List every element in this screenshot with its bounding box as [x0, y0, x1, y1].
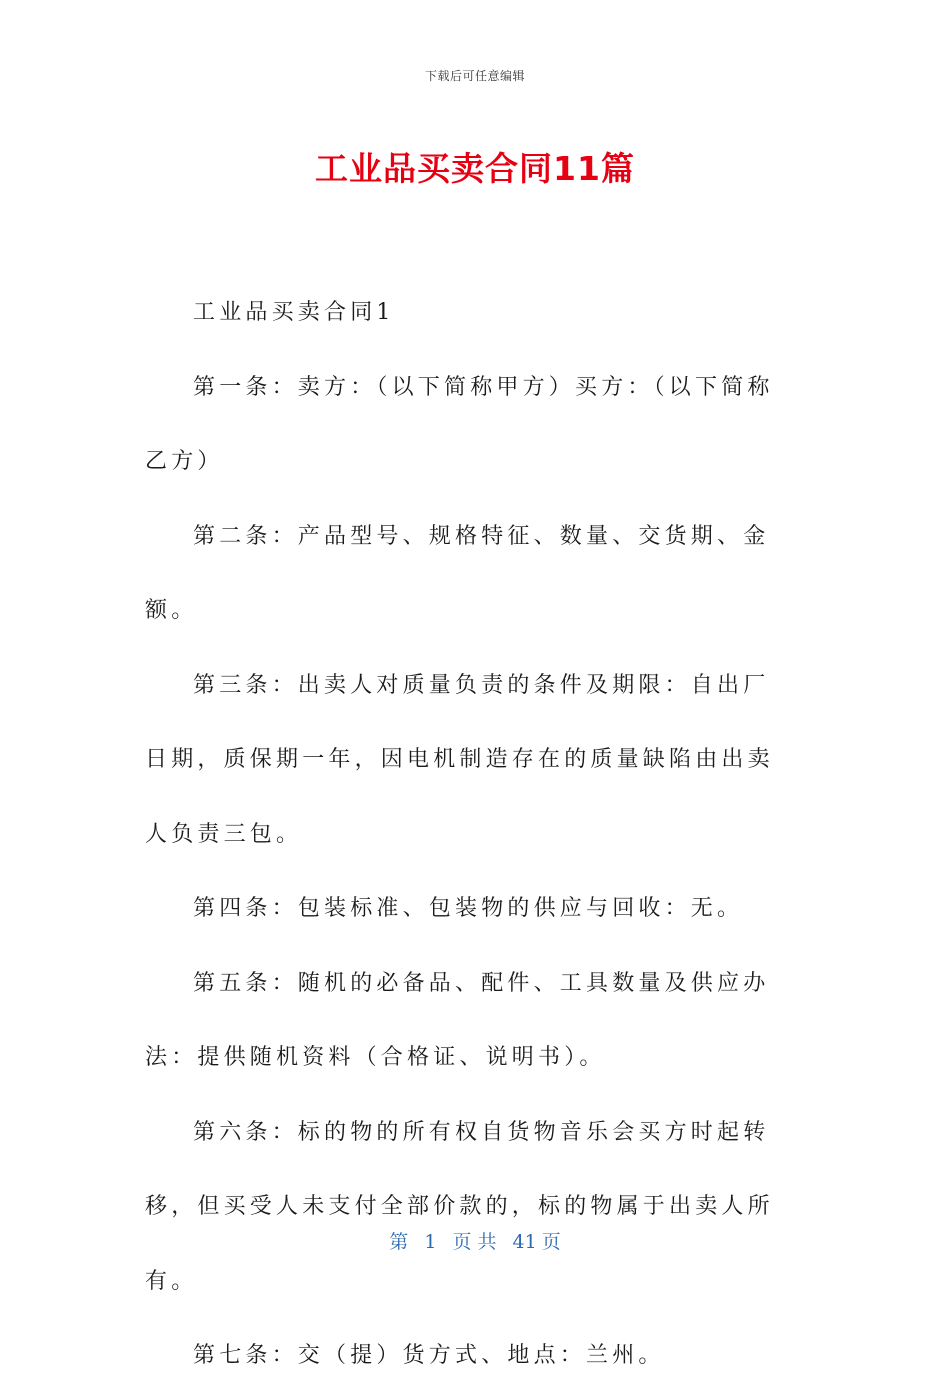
paragraph-article-5: 第五条：随机的必备品、配件、工具数量及供应办法：提供随机资料（合格证、说明书）。	[145, 970, 770, 1070]
paragraph-article-3: 第三条：出卖人对质量负责的条件及期限：自出厂日期，质保期一年，因电机制造存在的质量缺陷由出卖人负责三包。	[145, 672, 774, 847]
paragraph-article-6: 第六条：标的物的所有权自货物音乐会买方时起转移，但买受人未支付全部价款的，标的物属于出卖人所有。	[145, 1119, 774, 1294]
paragraph-contract-heading: 工业品买卖合同1	[193, 300, 395, 325]
paragraph-article-2: 第二条：产品型号、规格特征、数量、交货期、金额。	[145, 523, 770, 623]
page-suffix: 页	[541, 1231, 561, 1253]
page-prefix: 第	[389, 1231, 409, 1253]
page-number-footer	[0, 1227, 950, 1254]
paragraph-article-1: 第一条：卖方：（以下简称甲方）买方：（以下简称乙方）	[145, 374, 774, 474]
header-note: 下载后可任意编辑	[424, 69, 525, 83]
paragraph-article-4: 第四条：包装标准、包装物的供应与回收：无。	[193, 896, 744, 921]
total-page-number: 41	[512, 1231, 537, 1253]
current-page-number: 1	[424, 1231, 437, 1253]
paragraph-article-7: 第七条：交（提）货方式、地点：兰州。	[193, 1343, 665, 1368]
document-title: 工业品买卖合同11篇	[315, 149, 635, 188]
page-middle: 页 共	[452, 1231, 497, 1253]
document-body	[145, 276, 795, 1394]
